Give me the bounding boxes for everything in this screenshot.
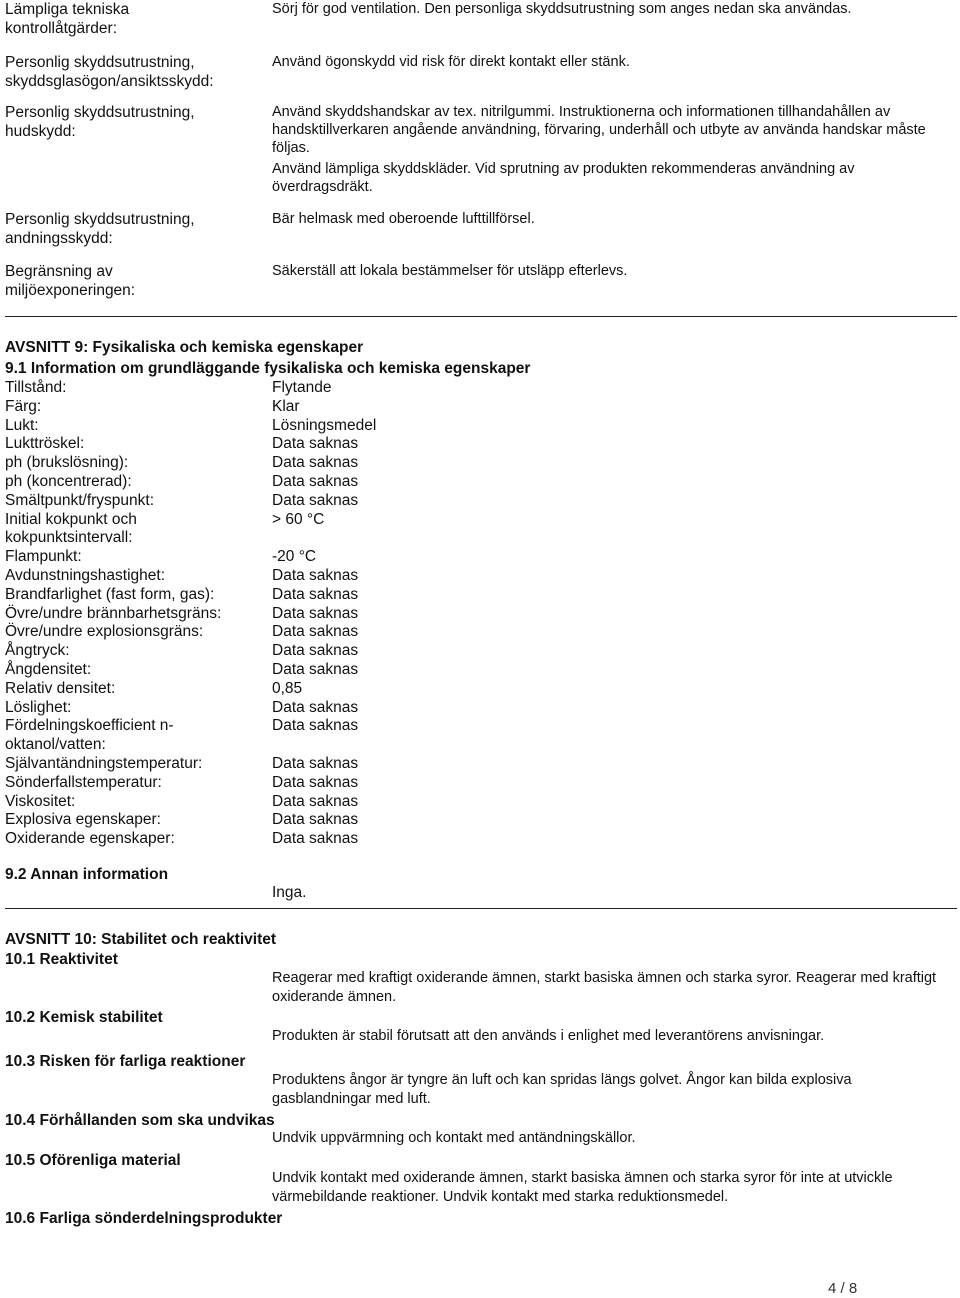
- section-10-3-text: Produktens ångor är tyngre än luft och kan spridas längs golvet. Ångor kan bilda explosiva gasblandningar med luft.: [272, 1072, 852, 1107]
- property-value: Klar: [272, 397, 300, 415]
- property-label: Lukttröskel:: [5, 435, 85, 453]
- property-value: Data saknas: [272, 661, 359, 678]
- value-skin-protection: Använd skyddshandskar av tex. nitrilgummi. Instruktionerna och informationen tillhandahållen av handsktillverkaren angående användning, förvaring, underhåll och utbyte av använda handskar måste följas.: [272, 104, 926, 156]
- section-10-6-title: 10.6 Farliga sönderdelningsprodukter: [5, 1210, 283, 1227]
- label-technical-controls: Lämpliga tekniska kontrollåtgärder:: [5, 1, 130, 37]
- value-environmental-exposure: Säkerställ att lokala bestämmelser för utsläpp efterlevs.: [272, 263, 628, 279]
- property-value: 0,85: [272, 679, 303, 697]
- property-label: ph (brukslösning):: [5, 454, 129, 472]
- property-label: Fördelningskoefficient n-oktanol/vatten:: [5, 717, 174, 754]
- value-respiratory-protection: Bär helmask med oberoende lufttillförsel.: [272, 211, 535, 227]
- property-label: Explosiva egenskaper:: [5, 811, 161, 829]
- property-label: Ångdensitet:: [5, 661, 92, 678]
- property-label: Ångtryck:: [5, 642, 70, 660]
- property-label: Lukt:: [5, 416, 39, 434]
- section-9-2-title: 9.2 Annan information: [5, 866, 169, 883]
- property-value: Data saknas: [272, 473, 359, 490]
- section-10-5-title: 10.5 Oförenliga material: [5, 1152, 181, 1169]
- section-10-2-title: 10.2 Kemisk stabilitet: [5, 1009, 163, 1026]
- property-label: Sönderfallstemperatur:: [5, 773, 162, 791]
- property-label: ph (koncentrerad):: [5, 473, 132, 490]
- property-label: Övre/undre explosionsgräns:: [5, 623, 204, 641]
- property-label: Färg:: [5, 397, 42, 415]
- property-value: Flytande: [272, 379, 332, 396]
- section-9-1-subtitle: 9.1 Information om grundläggande fysikaliska och kemiska egenskaper: [5, 360, 531, 377]
- property-value: Data saknas: [272, 567, 359, 584]
- property-value: Data saknas: [272, 830, 359, 848]
- divider-section-9: [5, 316, 957, 317]
- section-9-title: AVSNITT 9: Fysikaliska och kemiska egenskaper: [5, 339, 364, 356]
- section-10-4-text: Undvik uppvärmning och kontakt med antändningskällor.: [272, 1130, 636, 1146]
- property-value: -20 °C: [272, 548, 317, 566]
- property-value: Data saknas: [272, 454, 359, 472]
- property-value: Data saknas: [272, 642, 359, 660]
- property-label: Flampunkt:: [5, 548, 82, 566]
- value-technical-controls: Sörj för god ventilation. Den personliga skyddsutrustning som anges nedan ska användas.: [272, 1, 852, 17]
- property-value: Data saknas: [272, 698, 359, 716]
- section-10-1-text: Reagerar med kraftigt oxiderande ämnen, starkt basiska ämnen och starka syror. Reagerar med kraftigt oxiderande ämnen.: [272, 970, 937, 1005]
- label-respiratory-protection: Personlig skyddsutrustning, andningsskydd:: [5, 211, 195, 247]
- property-value: Data saknas: [272, 604, 359, 622]
- value-eye-protection: Använd ögonskydd vid risk för direkt kontakt eller stänk.: [272, 54, 630, 70]
- section-10-5-text: Undvik kontakt med oxiderande ämnen, starkt basiska ämnen och starka syror för inte at utvickle värmebildande reaktioner. Undvik kontakt med starka reduktionsmedel.: [272, 1170, 893, 1205]
- property-value: Data saknas: [272, 623, 359, 641]
- property-label: Oxiderande egenskaper:: [5, 830, 175, 848]
- property-label: Brandfarlighet (fast form, gas):: [5, 585, 215, 603]
- property-value: Data saknas: [272, 435, 359, 453]
- section-9-2-value: Inga.: [272, 884, 307, 901]
- property-label: Initial kokpunkt och kokpunktsintervall:: [5, 510, 137, 547]
- property-value: Data saknas: [272, 811, 359, 829]
- property-label: Löslighet:: [5, 698, 72, 716]
- section-10-3-title: 10.3 Risken för farliga reaktioner: [5, 1053, 246, 1070]
- property-value: Data saknas: [272, 491, 359, 509]
- property-value: > 60 °C: [272, 510, 325, 528]
- divider-section-10: [5, 908, 957, 909]
- section-10-title: AVSNITT 10: Stabilitet och reaktivitet: [5, 931, 277, 948]
- section-10-1-title: 10.1 Reaktivitet: [5, 951, 118, 968]
- value-skin-protection-clothing: Använd lämpliga skyddskläder. Vid sprutning av produkten rekommenderas användning av överdragsdräkt.: [272, 161, 855, 195]
- label-eye-protection: Personlig skyddsutrustning, skyddsglasögon/ansiktsskydd:: [5, 54, 214, 90]
- property-label: Avdunstningshastighet:: [5, 567, 165, 584]
- property-label: Självantändningstemperatur:: [5, 755, 203, 772]
- section-10-2-text: Produkten är stabil förutsatt att den används i enlighet med leverantörens anvisningar.: [272, 1028, 825, 1044]
- property-value: Lösningsmedel: [272, 416, 377, 434]
- property-label: Smältpunkt/fryspunkt:: [5, 491, 155, 509]
- label-skin-protection: Personlig skyddsutrustning, hudskydd:: [5, 104, 195, 140]
- property-value: Data saknas: [272, 755, 359, 772]
- property-value: Data saknas: [272, 792, 359, 810]
- property-value: Data saknas: [272, 585, 359, 603]
- property-label: Relativ densitet:: [5, 679, 116, 697]
- section-10-4-title: 10.4 Förhållanden som ska undvikas: [5, 1112, 275, 1129]
- property-label: Tillstånd:: [5, 379, 67, 396]
- label-environmental-exposure: Begränsning av miljöexponeringen:: [5, 263, 136, 299]
- property-value: Data saknas: [272, 717, 359, 735]
- property-label: Övre/undre brännbarhetsgräns:: [5, 604, 222, 622]
- property-value: Data saknas: [272, 773, 359, 791]
- page-number: 4 / 8: [828, 1280, 858, 1297]
- property-label: Viskositet:: [5, 792, 76, 810]
